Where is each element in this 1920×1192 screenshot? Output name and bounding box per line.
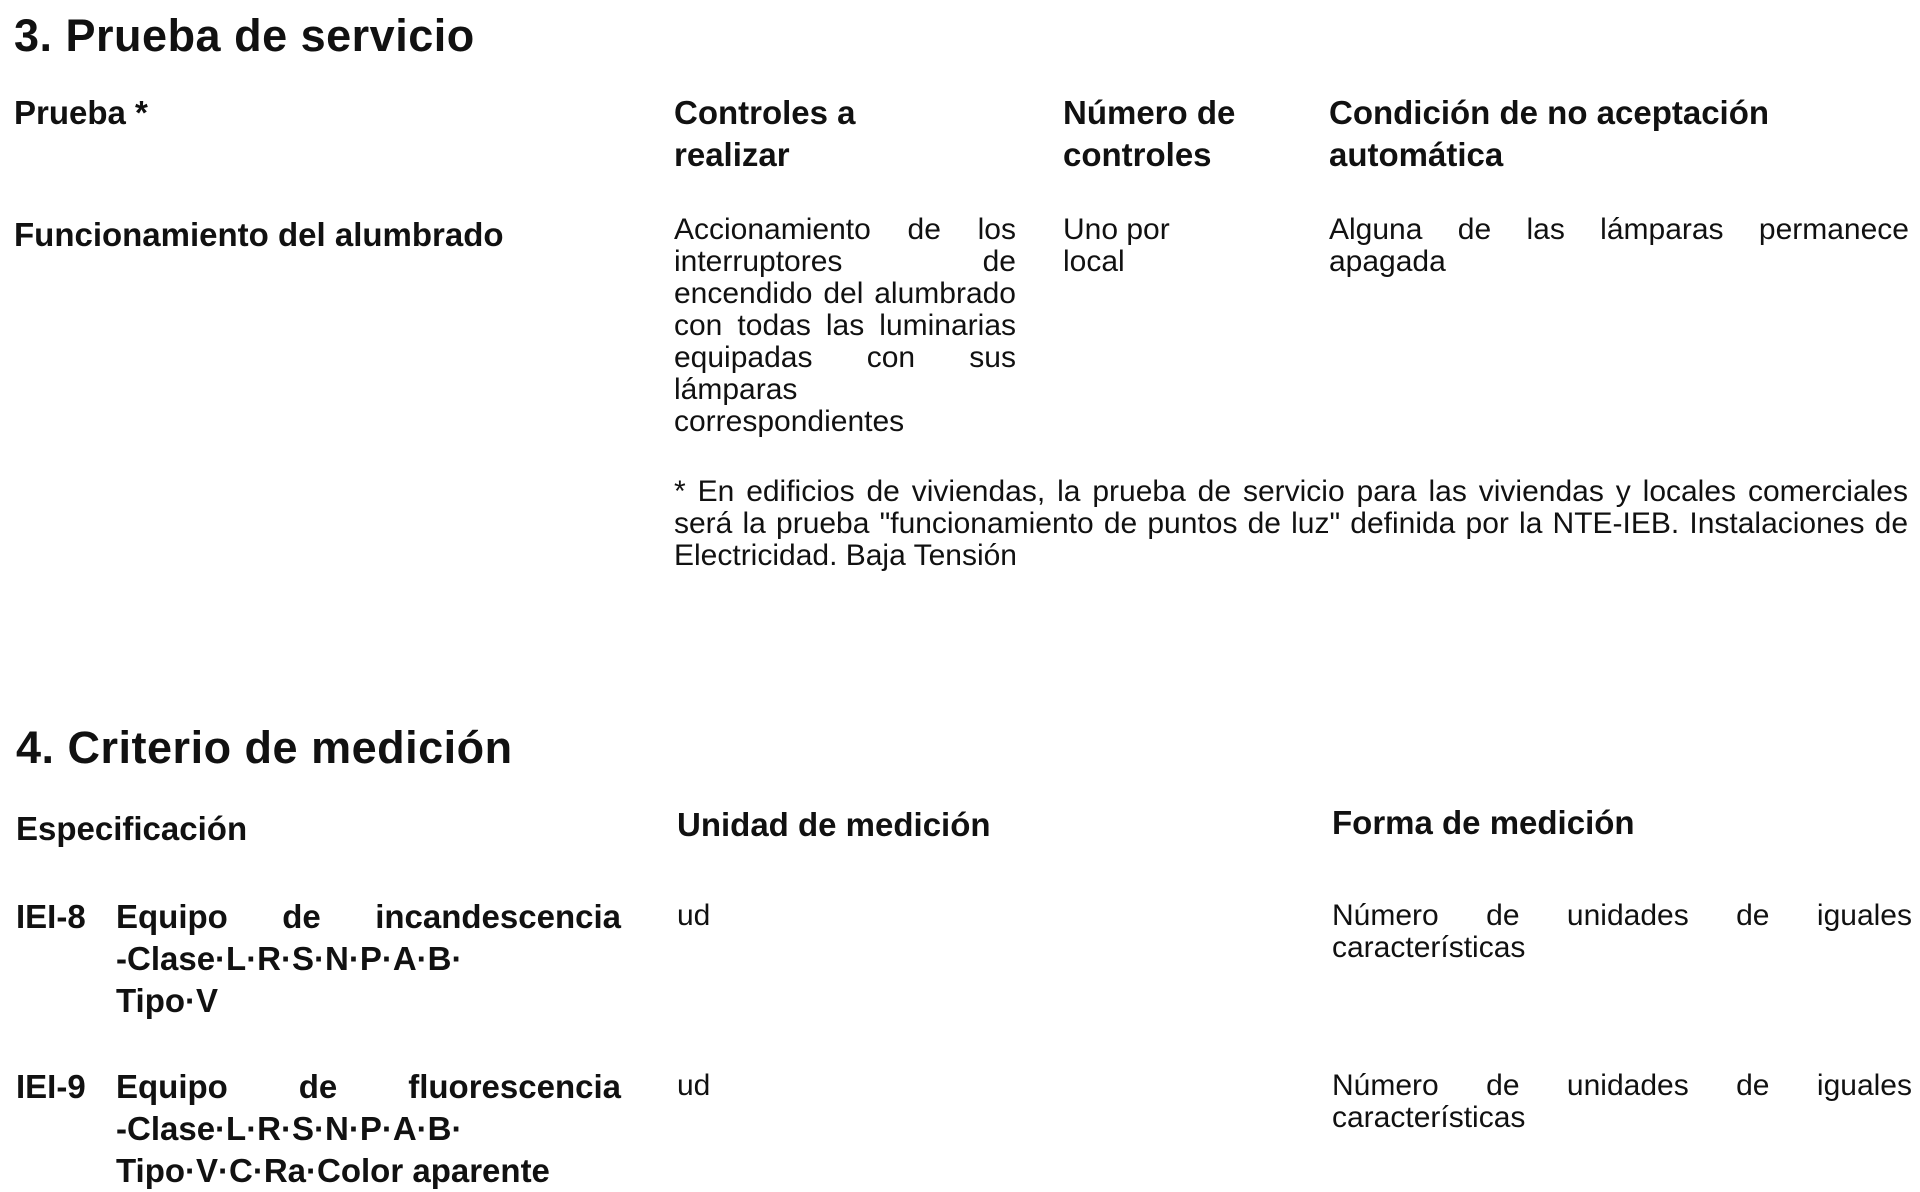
forma-value: Número de unidades de iguales características <box>1332 1069 1912 1134</box>
spec-description <box>116 896 621 1022</box>
row-controles: Accionamiento de los interruptores de encendido del alumbrado con todas las luminarias equipadas con sus lámparas correspondientes <box>674 213 1016 438</box>
spec-description <box>116 1066 621 1192</box>
row-numero: Uno por local <box>1063 213 1170 278</box>
header-numero: Número de controles <box>1063 94 1236 173</box>
header-condicion: Condición de no aceptación automática <box>1329 94 1770 173</box>
header-unidad: Unidad de medición <box>677 806 991 843</box>
spec-line: -Clase·L·R·S·N·P·A·B· <box>116 940 463 977</box>
section-4-title: 4. Criterio de medición <box>16 722 513 773</box>
row-condicion: Alguna de las lámparas permanece apagada <box>1329 213 1909 278</box>
spec-line: -Clase·L·R·S·N·P·A·B· <box>116 1110 463 1147</box>
header-prueba: Prueba * <box>14 94 148 131</box>
table-row <box>16 896 1916 1026</box>
unidad-value: ud <box>677 899 711 932</box>
header-especificacion: Especificación <box>16 810 248 847</box>
header-forma: Forma de medición <box>1332 804 1635 841</box>
spec-line: Tipo·V <box>116 982 219 1019</box>
spec-line: Equipo de incandescencia <box>116 898 621 935</box>
forma-value: Número de unidades de iguales características <box>1332 899 1912 964</box>
table-row <box>16 1066 1916 1189</box>
row-prueba: Funcionamiento del alumbrado <box>14 216 504 253</box>
footnote: * En edificios de viviendas, la prueba de servicio para las viviendas y locales comerciales será la prueba "funcionamiento de puntos de luz" definida por la NTE-IEB. Instalaciones de Electricidad. Baja Tensión <box>674 475 1908 572</box>
spec-code: IEI-8 <box>16 898 86 935</box>
unidad-value: ud <box>677 1069 711 1102</box>
spec-line: Tipo·V·C·Ra·Color aparente <box>116 1152 550 1189</box>
header-controles: Controles a realizar <box>674 94 856 173</box>
spec-line: Equipo de fluorescencia <box>116 1068 621 1105</box>
section-3-title: 3. Prueba de servicio <box>14 10 475 61</box>
spec-code: IEI-9 <box>16 1068 86 1105</box>
